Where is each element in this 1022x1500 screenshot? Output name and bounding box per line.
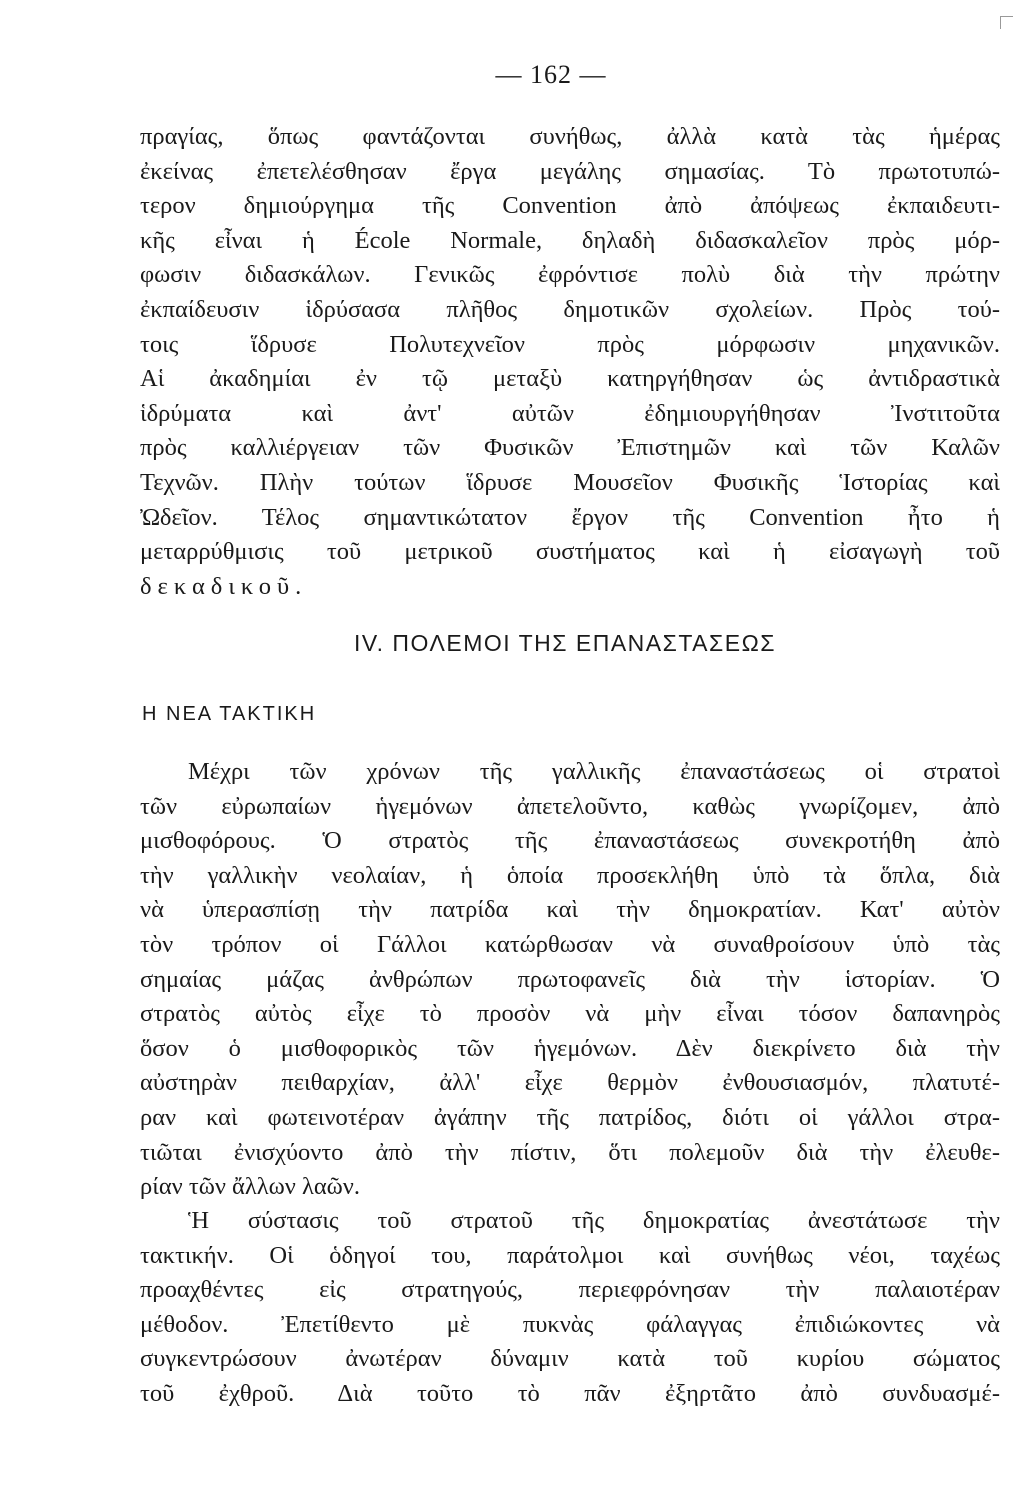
paragraph-revolutionary-army [140,755,1000,1205]
paragraph-convention-education [140,120,1000,604]
text-line: στρατὸς αὐτὸς εἶχε τὸ προσὸν νὰ μὴν εἶναι τόσον δαπανηρὸς [140,1000,1000,1028]
text-line: τὸν τρόπον οἱ Γάλλοι κατώρθωσαν νὰ συναθροίσουν ὑπὸ τὰς [140,930,1000,958]
text-line: Τεχνῶν. Πλὴν τούτων ἵδρυσε Μουσεῖον Φυσικῆς Ἱστορίας καὶ [140,468,1000,496]
text-line: ρίαν τῶν ἄλλων λαῶν. [140,1173,360,1201]
text-line: φωσιν διδασκάλων. Γενικῶς ἐφρόντισε πολὺ διὰ τὴν πρώτην [140,261,1000,289]
text-line: τοις ἵδρυσε Πολυτεχνεῖον πρὸς μόρφωσιν μηχανικῶν. [140,330,1000,358]
text-line: συγκεντρώσουν ἀνωτέραν δύναμιν κατὰ τοῦ κυρίου σώματος [140,1345,1000,1373]
text-line: ἐκείνας ἐπετελέσθησαν ἔργα μεγάλης σημασίας. Τὸ πρωτοτυπώ- [140,157,1000,185]
text-line: σημαίας μάζας ἀνθρώπων πρωτοφανεῖς διὰ τὴν ἱστορίαν. Ὁ [140,965,1000,993]
text-line: μεταρρύθμισις τοῦ μετρικοῦ συστήματος καὶ ἡ εἰσαγωγὴ τοῦ [140,538,1000,566]
text-line: τῶν εὐρωπαίων ἡγεμόνων ἀπετελοῦντο, καθὼς γνωρίζομεν, ἀπὸ [140,792,1000,820]
page-corner-mark [1000,16,1013,29]
text-line: Ὠδεῖον. Τέλος σημαντικώτατον ἔργον τῆς Convention ἦτο ἡ [140,503,1000,531]
text-line: τακτικήν. Οἱ ὁδηγοί του, παράτολμοι καὶ συνήθως νέοι, ταχέως [140,1241,1000,1269]
text-line: τιῶται ἐνισχύοντο ἀπὸ τὴν πίστιν, ὅτι πολεμοῦν διὰ τὴν ἐλευθε- [140,1138,1000,1166]
text-line: πραγίας, ὅπως φαντάζονται συνήθως, ἀλλὰ κατὰ τὰς ἡμέρας [140,123,1000,150]
text-line: πρὸς καλλιέργειαν τῶν Φυσικῶν Ἐπιστημῶν καὶ τῶν Καλῶν [140,434,1000,462]
chapter-heading: IV. ΠΟΛΕΜΟΙ ΤΗΣ ΕΠΑΝΑΣΤΑΣΕΩΣ [354,630,776,656]
text-line: Μέχρι τῶν χρόνων τῆς γαλλικῆς ἐπαναστάσεως οἱ στρατοὶ [188,758,1000,785]
section-heading: Η ΝΕΑ ΤΑΚΤΙΚΗ [142,703,317,725]
text-line: ραν καὶ φωτεινοτέραν ἀγάπην τῆς πατρίδος, διότι οἱ γάλλοι στρα- [140,1103,1000,1131]
text-line: κῆς εἶναι ἡ École Normale, δηλαδὴ διδασκαλεῖον πρὸς μόρ- [140,226,1000,254]
text-line: μισθοφόρους. Ὁ στρατὸς τῆς ἐπαναστάσεως συνεκροτήθη ἀπὸ [140,827,1000,855]
text-line: δεκαδικοῦ. [140,572,308,600]
paragraph-new-tactics [140,1204,1000,1412]
text-line: αὐστηρὰν πειθαρχίαν, ἀλλ' εἶχε θερμὸν ἐνθουσιασμόν, πλατυτέ- [140,1069,1000,1097]
text-line: προαχθέντες εἰς στρατηγούς, περιεφρόνησαν τὴν παλαιοτέραν [140,1276,1000,1304]
text-line: ἱδρύματα καὶ ἀντ' αὐτῶν ἐδημιουργήθησαν Ἰνστιτοῦτα [140,399,1000,427]
text-line: ἐκπαίδευσιν ἱδρύσασα πλῆθος δημοτικῶν σχολείων. Πρὸς τού- [140,295,1000,323]
text-line: Ἡ σύστασις τοῦ στρατοῦ τῆς δημοκρατίας ἀνεστάτωσε τὴν [188,1207,1000,1234]
text-line: ὅσον ὁ μισθοφορικὸς τῶν ἡγεμόνων. Δὲν διεκρίνετο διὰ τὴν [140,1034,1000,1062]
text-line: Αἱ ἀκαδημίαι ἐν τῷ μεταξὺ κατηργήθησαν ὡς ἀντιδραστικὰ [140,365,1000,393]
page-number: — 162 — [495,60,607,89]
text-line: τὴν γαλλικὴν νεολαίαν, ἡ ὁποία προσεκλήθη ὑπὸ τὰ ὅπλα, διὰ [140,861,1000,889]
text-line: νὰ ὑπερασπίσῃ τὴν πατρίδα καὶ τὴν δημοκρατίαν. Κατ' αὐτὸν [140,896,1000,924]
text-line: τοῦ ἐχθροῦ. Διὰ τοῦτο τὸ πᾶν ἐξηρτᾶτο ἀπὸ συνδυασμέ- [140,1379,1000,1407]
text-line: τερον δημιούργημα τῆς Convention ἀπὸ ἀπόψεως ἐκπαιδευτι- [140,192,1000,220]
text-line: μέθοδον. Ἐπετίθεντο μὲ πυκνὰς φάλαγγας ἐπιδιώκοντες νὰ [140,1310,1000,1338]
